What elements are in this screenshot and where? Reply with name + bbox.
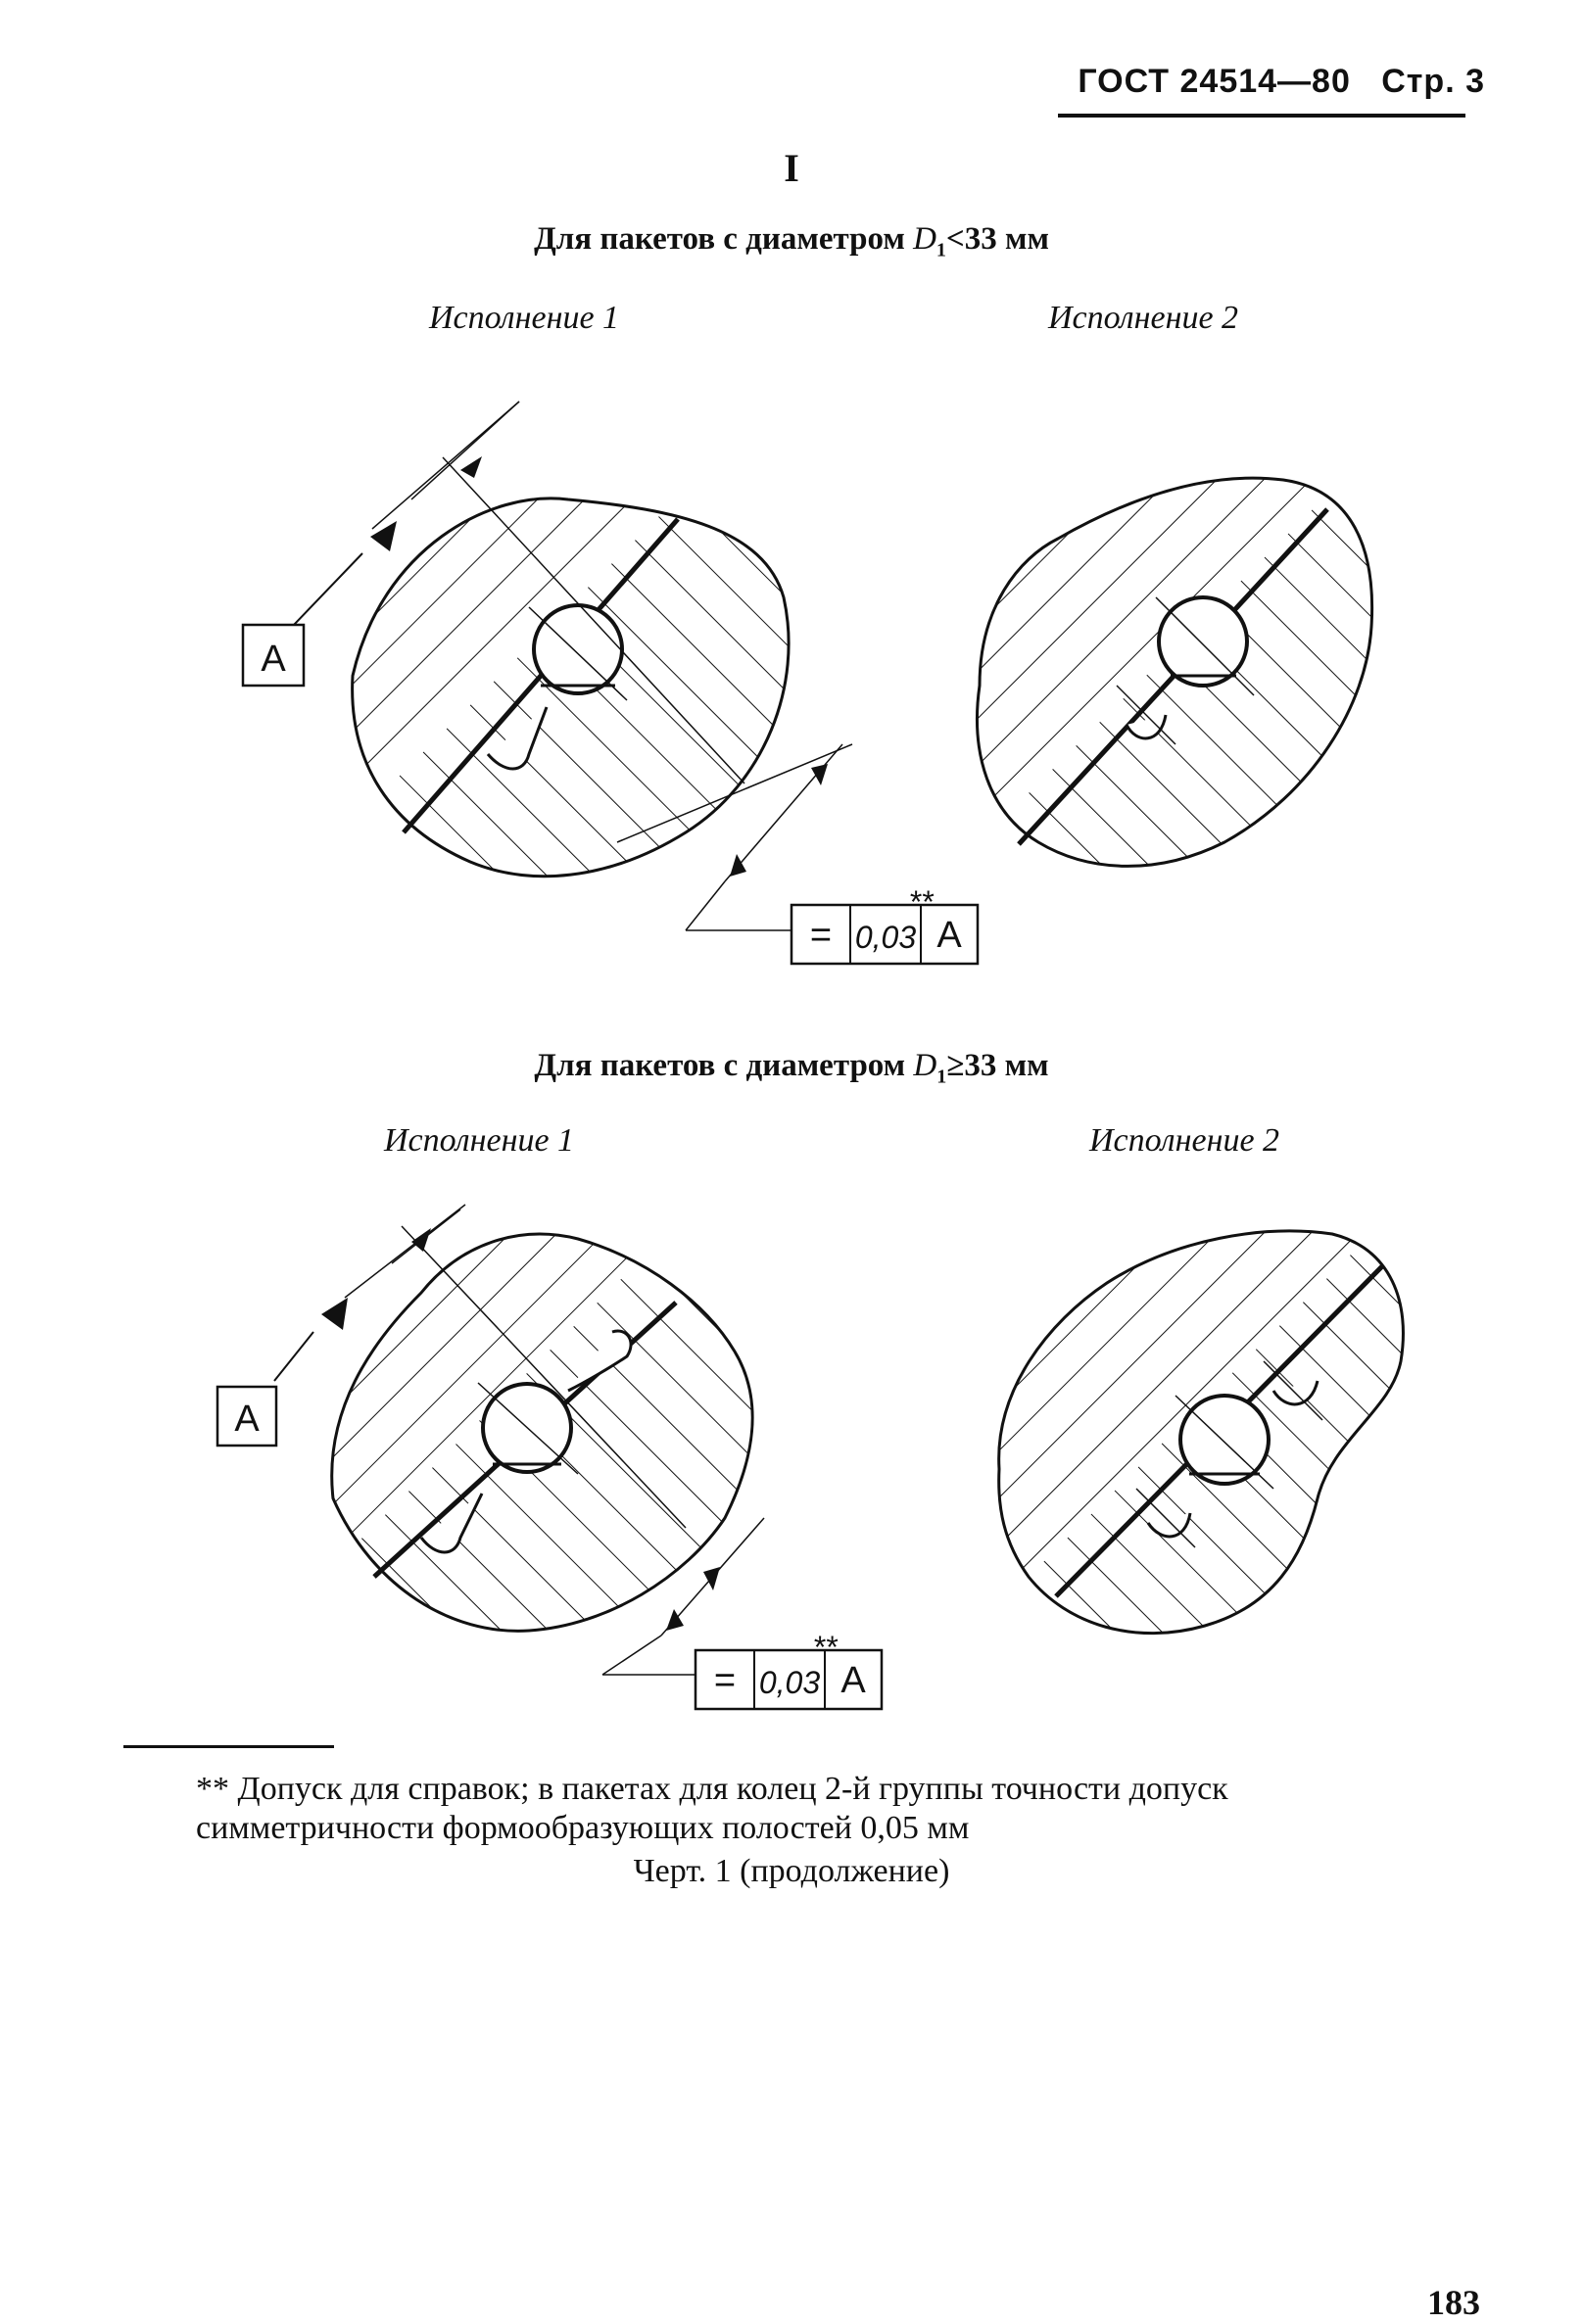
heading-large-condition: ≥33 мм: [946, 1048, 1049, 1083]
heading-large-subscript: 1: [936, 1066, 947, 1088]
section-number: I: [784, 146, 799, 190]
variant-2-label-top: Исполнение 2: [1048, 300, 1239, 336]
drawing-top-variant-2: [940, 470, 1391, 901]
datum-triangle: [370, 521, 397, 551]
symmetry-symbol-bottom: =: [713, 1660, 737, 1701]
footnote-marks: **: [908, 884, 934, 920]
datum-letter: A: [261, 639, 286, 680]
tolerance-frame-top: [792, 884, 978, 964]
variant-1-label-bottom: Исполнение 1: [384, 1122, 575, 1159]
variant-1-label-top: Исполнение 1: [429, 300, 620, 336]
footnote-rule: [123, 1745, 334, 1748]
figure-caption: Черт. 1 (продолжение): [633, 1853, 950, 1889]
drawing-bottom-variant-2: [960, 1214, 1430, 1665]
page-reference: Стр. 3: [1381, 63, 1485, 100]
heading-small-subscript: 1: [935, 239, 946, 261]
drawing-bottom-variant-1: [217, 1205, 882, 1709]
footnote-line-1: ** Допуск для справок; в пакетах для колец 2-й группы точности допуск: [196, 1771, 1228, 1807]
heading-large-symbol: D: [913, 1048, 937, 1083]
cavity-circle: [534, 605, 622, 693]
heading-small-condition: <33 мм: [945, 221, 1049, 257]
drawing-top-variant-1: [243, 402, 978, 964]
variant-2-label-bottom: Исполнение 2: [1089, 1122, 1280, 1159]
heading-large-text: Для пакетов с диаметром: [534, 1048, 914, 1083]
tolerance-value-bottom: 0,03: [758, 1665, 821, 1700]
tolerance-datum-bottom: A: [840, 1660, 866, 1701]
document-code: ГОСТ 24514—80: [1078, 63, 1351, 100]
symmetry-symbol: =: [809, 915, 833, 956]
tolerance-value: 0,03: [854, 920, 917, 955]
page-number: 183: [1427, 2283, 1480, 2322]
heading-small-text: Для пакетов с диаметром: [534, 221, 914, 257]
datum-letter-bottom: A: [234, 1399, 260, 1440]
heading-small-symbol: D: [913, 221, 936, 257]
footnote-line-2: симметричности формообразующих полостей 0,05 мм: [196, 1810, 970, 1846]
footnote-marks-bottom: **: [812, 1630, 838, 1665]
tolerance-datum: A: [936, 915, 962, 956]
tolerance-frame-bottom: [696, 1630, 882, 1709]
